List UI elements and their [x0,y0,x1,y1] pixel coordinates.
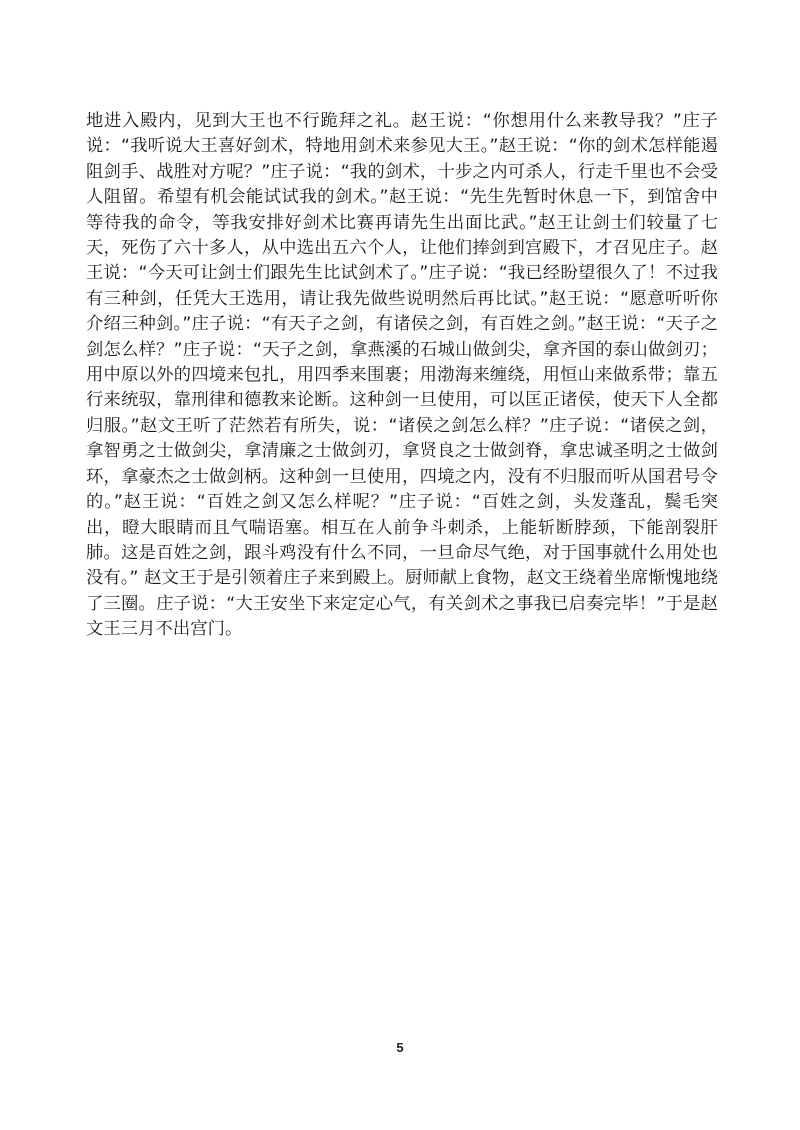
body-paragraph: 地进入殿内，见到大王也不行跪拜之礼。赵王说：“你想用什么来教导我？”庄子说：“我听说大王喜好剑术，特地用剑术来参见大王。”赵王说：“你的剑术怎样能遏阻剑手、战胜对方呢？”庄子说：“我的剑术，十步之内可杀人，行走千里也不会受人阻留。希望有机会能试试我的剑术。”赵王说：“先生先暂时休息一下，到馆舍中等待我的命令，等我安排好剑术比赛再请先生出面比武。”赵王让剑士们较量了七天，死伤了六十多人，从中选出五六个人，让他们捧剑到宫殿下，才召见庄子。赵王说：“今天可让剑士们跟先生比试剑术了。”庄子说：“我已经盼望很久了！不过我有三种剑，任凭大王选用，请让我先做些说明然后再比试。”赵王说：“愿意听听你介绍三种剑。”庄子说：“有天子之剑，有诸侯之剑，有百姓之剑。”赵王说：“天子之剑怎么样？”庄子说：“天子之剑，拿燕溪的石城山做剑尖，拿齐国的泰山做剑刃；用中原以外的四境来包扎，用四季来围裹；用渤海来缠绕，用恒山来做系带；靠五行来统驭，靠刑律和德教来论断。这种剑一旦使用，可以匡正诸侯，使天下人全都归服。”赵文王听了茫然若有所失，说：“诸侯之剑怎么样？”庄子说：“诸侯之剑，拿智勇之士做剑尖，拿清廉之士做剑刃，拿贤良之士做剑脊，拿忠诚圣明之士做剑环，拿豪杰之士做剑柄。这种剑一旦使用，四境之内，没有不归服而听从国君号令的。”赵王说：“百姓之剑又怎么样呢？”庄子说：“百姓之剑，头发蓬乱，鬓毛突出，瞪大眼睛而且气喘语塞。相互在人前争斗刺杀，上能斩断脖颈，下能剖裂肝肺。这是百姓之剑，跟斗鸡没有什么不同，一旦命尽气绝，对于国事就什么用处也没有。” 赵文王于是引领着庄子来到殿上。厨师献上食物，赵文王绕着坐席惭愧地绕了三圈。庄子说：“大王安坐下来定定心气，有关剑术之事我已启奏完毕！”于是赵文王三月不出宫门。 [86,111,718,640]
page-number: 5 [396,1040,404,1055]
